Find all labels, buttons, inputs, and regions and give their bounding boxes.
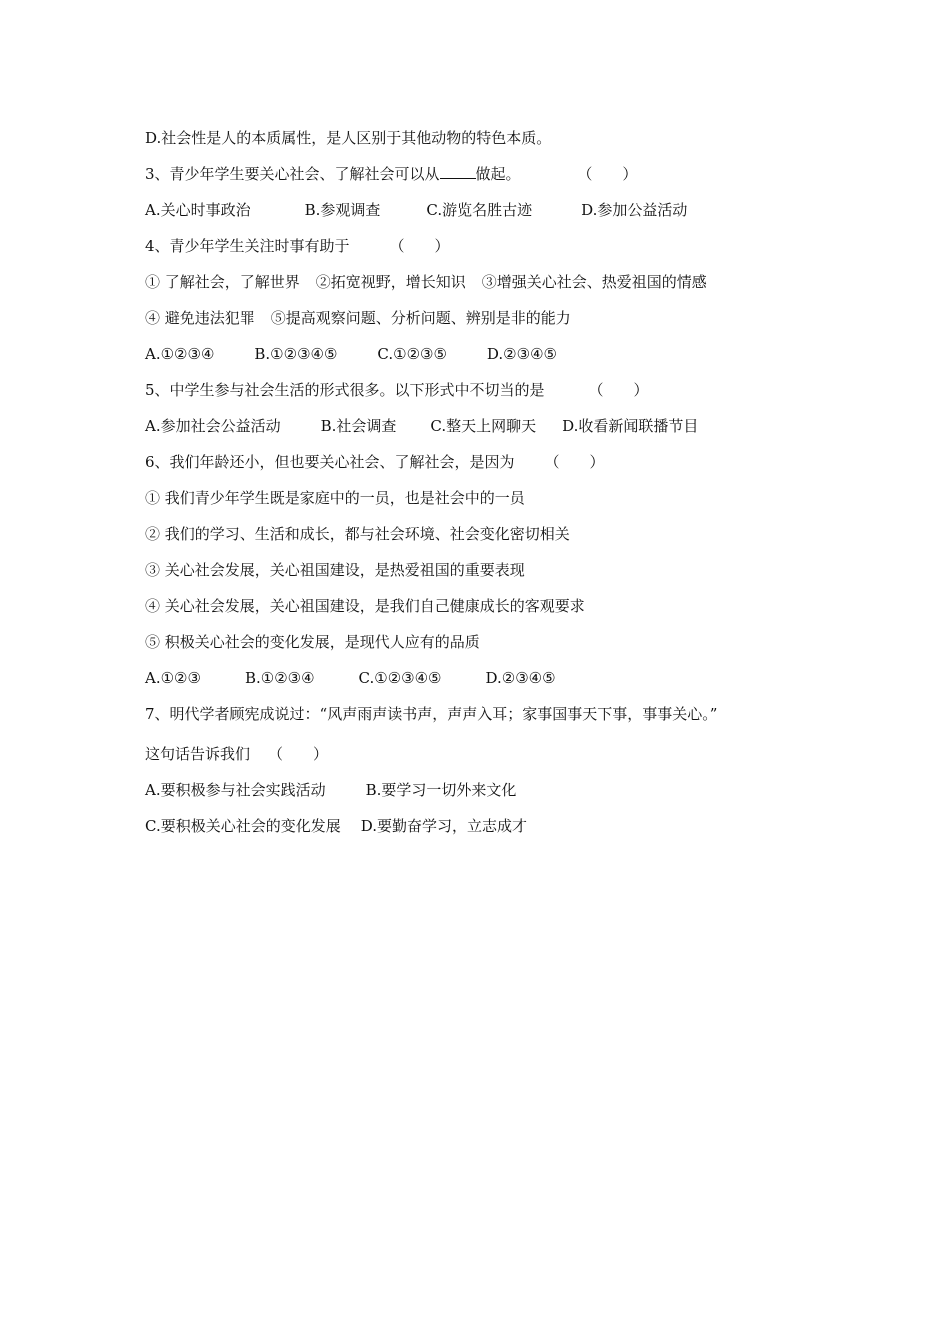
question-6-statement-3	[145, 560, 525, 580]
statement: ②拓宽视野，增长知识	[315, 273, 466, 291]
question-5	[145, 380, 649, 400]
option-d: D.要勤奋学习，立志成才	[360, 817, 527, 835]
option-c: C.①②③⑤	[377, 345, 447, 363]
answer-parenthesis: （ ）	[544, 453, 605, 471]
question-text: 4、青少年学生关注时事有助于	[145, 237, 350, 255]
statement: ④ 关心社会发展，关心祖国建设，是我们自己健康成长的客观要求	[145, 597, 585, 615]
statement: ⑤ 积极关心社会的变化发展，是现代人应有的品质	[145, 633, 480, 651]
option-a: A.①②③④	[145, 345, 215, 363]
option-c: C.①②③④⑤	[358, 669, 442, 687]
statement: ① 我们青少年学生既是家庭中的一员，也是社会中的一员	[145, 489, 525, 507]
statement: ⑤提高观察问题、分析问题、辨别是非的能力	[270, 309, 571, 327]
question-6-options	[145, 668, 556, 688]
question-3	[145, 164, 637, 184]
option-d: D.参加公益活动	[581, 201, 688, 219]
question-text: 做起。	[475, 165, 521, 183]
option-c: C.游览名胜古迹	[426, 201, 533, 219]
question-4-options	[145, 344, 557, 364]
question-7-options-2	[145, 816, 527, 836]
option-a: A.参加社会公益活动	[145, 417, 281, 435]
question-7	[145, 704, 717, 724]
statement: ③增强关心社会、热爱祖国的情感	[481, 273, 707, 291]
option-a: A.①②③	[145, 669, 201, 687]
answer-parenthesis: （ ）	[588, 381, 649, 399]
option-b: B.①②③④⑤	[254, 345, 338, 363]
question-6-statement-4	[145, 596, 585, 616]
question-4-statements-1	[145, 272, 707, 292]
answer-parenthesis: （ ）	[389, 237, 450, 255]
question-6-statement-5	[145, 632, 480, 652]
option-b: B.①②③④	[244, 669, 315, 687]
question-6-statement-2	[145, 524, 570, 544]
option-b: B.社会调查	[320, 417, 397, 435]
statement: ① 了解社会，了解世界	[145, 273, 300, 291]
question-7-continued	[145, 744, 328, 764]
question-4	[145, 236, 450, 256]
statement: ③ 关心社会发展，关心祖国建设，是热爱祖国的重要表现	[145, 561, 525, 579]
option-a: A.要积极参与社会实践活动	[145, 781, 326, 799]
question-text: 6、我们年龄还小，但也要关心社会、了解社会，是因为	[145, 453, 515, 471]
question-5-options	[145, 416, 698, 436]
option-c: C.要积极关心社会的变化发展	[145, 817, 341, 835]
option-d: D.收看新闻联播节目	[562, 417, 699, 435]
option-d-line	[145, 128, 551, 148]
fill-blank	[440, 164, 476, 179]
option-b: B.参观调查	[304, 201, 381, 219]
statement: ④ 避免违法犯罪	[145, 309, 255, 327]
option-d: D.②③④⑤	[486, 345, 557, 363]
option-a: A.关心时事政治	[145, 201, 251, 219]
question-3-options	[145, 200, 687, 220]
option-text: D.社会性是人的本质属性，是人区别于其他动物的特色本质。	[145, 129, 552, 147]
option-d: D.②③④⑤	[485, 669, 556, 687]
answer-parenthesis: （ ）	[577, 165, 638, 183]
statement: ② 我们的学习、生活和成长，都与社会环境、社会变化密切相关	[145, 525, 570, 543]
answer-parenthesis: （ ）	[268, 745, 329, 763]
question-7-options-1	[145, 780, 516, 800]
question-4-statements-2	[145, 308, 571, 328]
question-text: 3、青少年学生要关心社会、了解社会可以从	[145, 165, 440, 183]
question-6	[145, 452, 605, 472]
question-text: 7、明代学者顾宪成说过：“风声雨声读书声，声声入耳；家事国事天下事，事事关心。”	[145, 705, 718, 723]
question-text: 5、中学生参与社会生活的形式很多。以下形式中不切当的是	[145, 381, 545, 399]
option-c: C.整天上网聊天	[430, 417, 537, 435]
question-text: 这句话告诉我们	[145, 745, 251, 763]
option-b: B.要学习一切外来文化	[365, 781, 517, 799]
question-6-statement-1	[145, 488, 525, 508]
